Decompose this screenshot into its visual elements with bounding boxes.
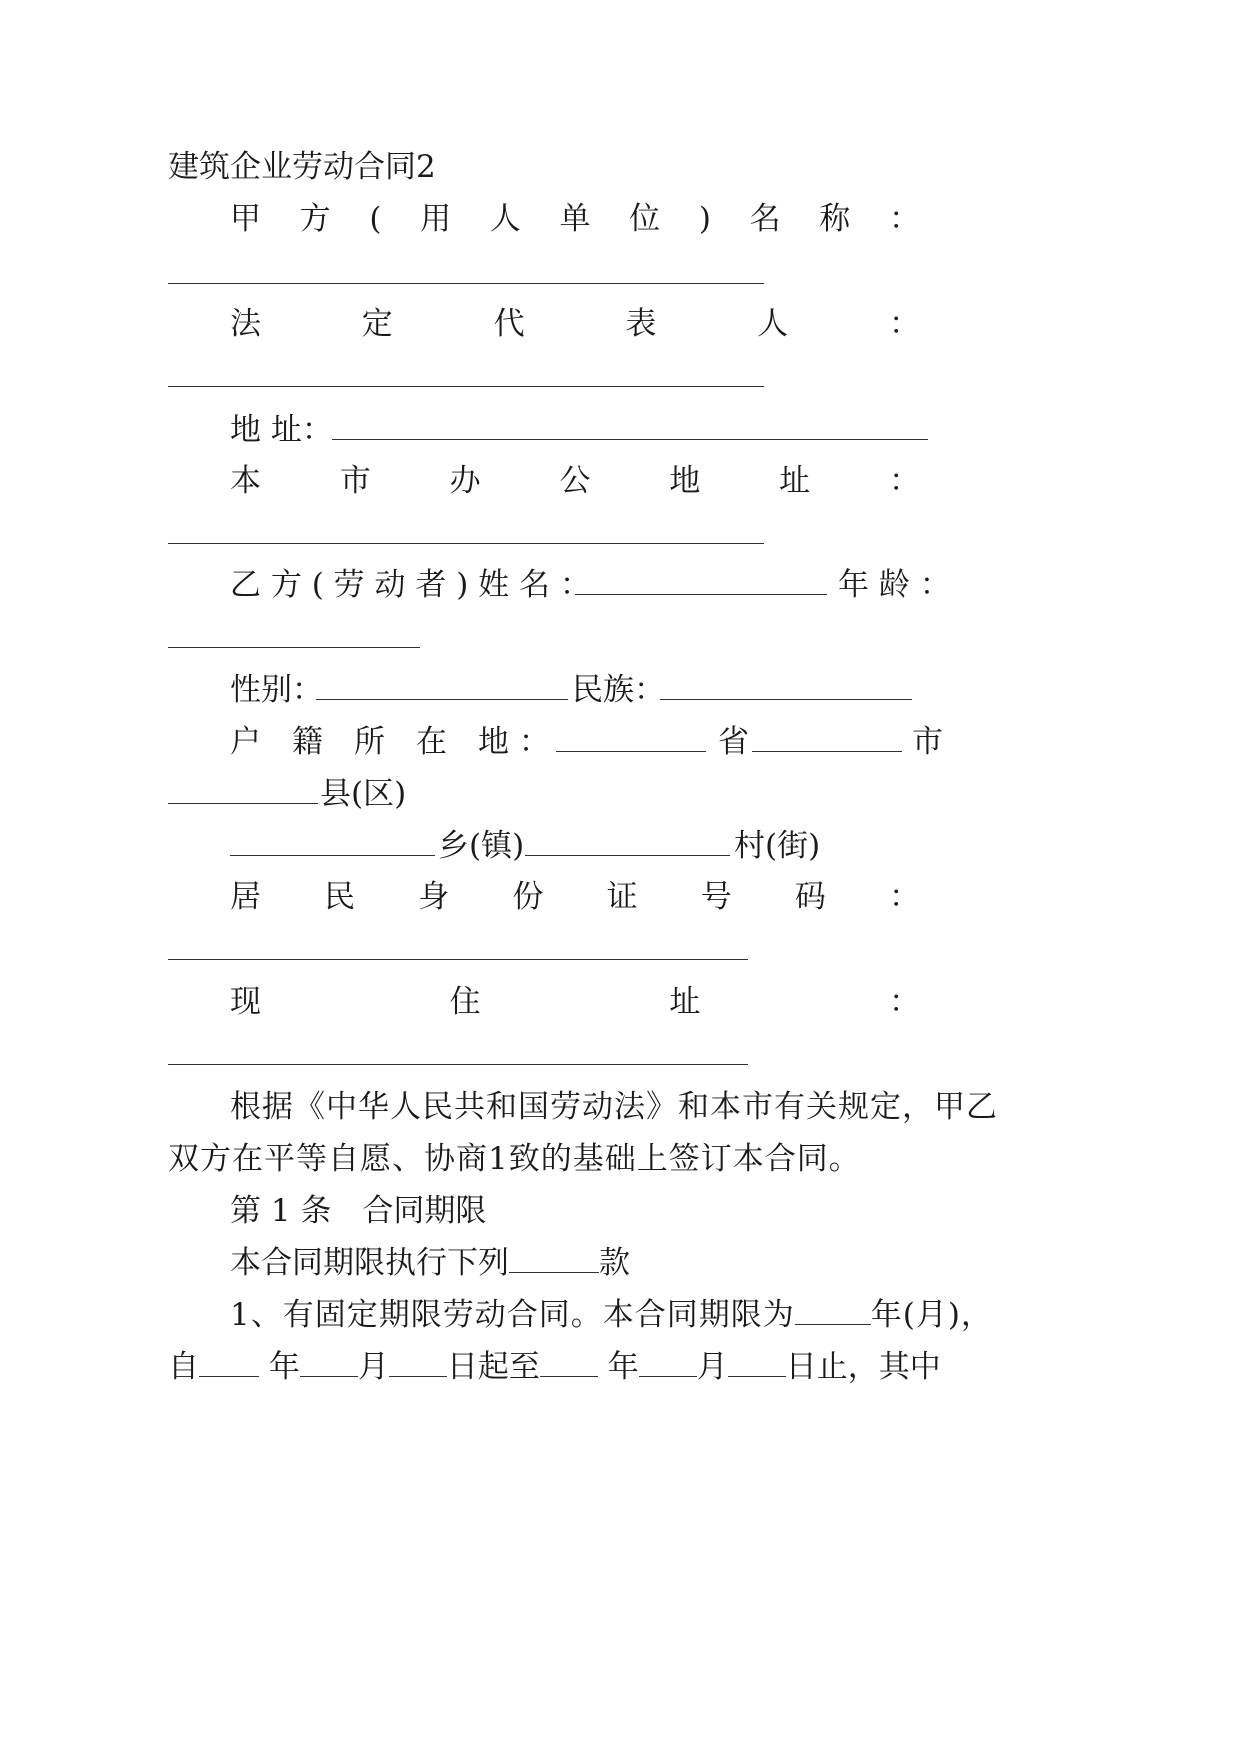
start-day-field[interactable] — [389, 1348, 447, 1377]
party-b-ethnic-label: 民族： — [572, 672, 665, 708]
household-label: 户 籍 所 在 地 ： — [230, 724, 550, 760]
article-1-text: 本合同期限执行下列 — [230, 1245, 509, 1281]
end-day-field[interactable] — [728, 1348, 786, 1377]
household-city-label: 市 — [912, 724, 943, 760]
party-a-office-field[interactable] — [168, 543, 764, 544]
party-b-age-label: 年 龄 ： — [838, 567, 951, 603]
article-1-clause-field[interactable] — [509, 1244, 599, 1273]
label-char: 称 — [819, 201, 851, 237]
label-char: 单 — [559, 201, 591, 237]
label-char: ： — [888, 201, 920, 237]
from-label: 自 — [168, 1349, 199, 1385]
label-char: 址 — [779, 463, 811, 499]
label-char: 证 — [606, 879, 638, 915]
label-char: 份 — [512, 879, 544, 915]
party-b-name-label: 乙 方 ( 劳 动 者 ) 姓 名 ： — [230, 567, 591, 603]
label-char: 码 — [794, 879, 826, 915]
end-month-label: 月 — [696, 1349, 728, 1385]
label-char: 居 — [230, 879, 261, 915]
label-char: ： — [888, 463, 920, 499]
household-province-label: 省 — [718, 724, 749, 760]
household-town-field[interactable] — [230, 855, 435, 856]
fixed-term-line1 — [230, 1295, 993, 1335]
label-char: ： — [888, 306, 920, 342]
current-address-field[interactable] — [168, 1064, 748, 1065]
label-char: 法 — [230, 306, 261, 342]
label-char: 公 — [559, 463, 591, 499]
household-town-label: 乡(镇) — [438, 828, 525, 864]
label-char: 号 — [700, 879, 732, 915]
party-b-gender-label: 性别： — [230, 672, 323, 708]
household-province-field[interactable] — [556, 751, 706, 752]
id-number-field[interactable] — [168, 959, 748, 960]
label-char: 地 — [669, 463, 701, 499]
end-day-label: 日止，其中 — [785, 1349, 941, 1385]
party-a-office-label — [230, 461, 920, 501]
household-village-label: 村(街) — [734, 828, 821, 864]
label-char: 用 — [420, 201, 452, 237]
article-1-suffix: 款 — [599, 1245, 630, 1281]
label-char: ： — [888, 879, 920, 915]
party-a-name-field[interactable] — [168, 283, 764, 284]
label-char: 本 — [230, 463, 261, 499]
household-county-label: 县(区) — [320, 776, 407, 812]
label-char: 民 — [324, 879, 356, 915]
label-char: 名 — [749, 201, 781, 237]
household-city-field[interactable] — [752, 751, 902, 752]
intro-paragraph-line1: 根据《中华人民共和国劳动法》和本市有关规定，甲乙 — [230, 1089, 998, 1125]
party-b-age-field[interactable] — [168, 647, 420, 648]
fixed-term-unit: 年(月)， — [870, 1297, 993, 1333]
label-char: 址 — [669, 984, 701, 1020]
label-char: 身 — [418, 879, 450, 915]
label-char: 人 — [489, 201, 521, 237]
household-village-field[interactable] — [525, 855, 730, 856]
label-char: 现 — [230, 984, 261, 1020]
label-char: 甲 — [230, 201, 261, 237]
start-year-label: 年 — [268, 1349, 300, 1385]
label-char: ) — [698, 201, 711, 237]
current-address-label — [230, 982, 920, 1022]
label-char: 市 — [339, 463, 371, 499]
fixed-term-duration-field[interactable] — [795, 1296, 871, 1325]
label-char: 住 — [449, 984, 481, 1020]
party-a-address-label: 地 址： — [230, 412, 333, 448]
fixed-term-line2 — [168, 1347, 941, 1387]
end-month-field[interactable] — [639, 1348, 697, 1377]
label-char: 人 — [757, 306, 789, 342]
end-year-label: 年 — [607, 1349, 639, 1385]
party-a-address-field[interactable] — [332, 439, 928, 440]
label-char: ： — [888, 984, 920, 1020]
article-1-line — [230, 1243, 630, 1283]
intro-paragraph-line2: 双方在平等自愿、协商1致的基础上签订本合同。 — [168, 1141, 861, 1177]
label-char: 办 — [449, 463, 481, 499]
id-number-label — [230, 877, 920, 917]
party-a-name-label — [230, 199, 920, 239]
party-b-ethnic-field[interactable] — [660, 699, 912, 700]
label-char: 方 — [299, 201, 331, 237]
start-month-label: 月 — [357, 1349, 389, 1385]
fixed-term-text: 1、有固定期限劳动合同。本合同期限为 — [230, 1297, 795, 1333]
start-month-field[interactable] — [300, 1348, 358, 1377]
party-a-representative-label — [230, 304, 920, 344]
start-year-field[interactable] — [199, 1348, 259, 1377]
household-county-field[interactable] — [168, 803, 318, 804]
label-char: 代 — [493, 306, 525, 342]
start-day-label: 日起至 — [446, 1349, 540, 1385]
document-title: 建筑企业劳动合同2 — [168, 149, 436, 185]
end-year-field[interactable] — [540, 1348, 598, 1377]
label-char: 位 — [629, 201, 661, 237]
party-b-name-field[interactable] — [575, 594, 827, 595]
article-1-title: 第 1 条 合同期限 — [230, 1193, 487, 1229]
label-char: ( — [369, 201, 382, 237]
label-char: 表 — [625, 306, 657, 342]
label-char: 定 — [361, 306, 393, 342]
party-a-representative-field[interactable] — [168, 386, 764, 387]
party-b-gender-field[interactable] — [316, 699, 568, 700]
